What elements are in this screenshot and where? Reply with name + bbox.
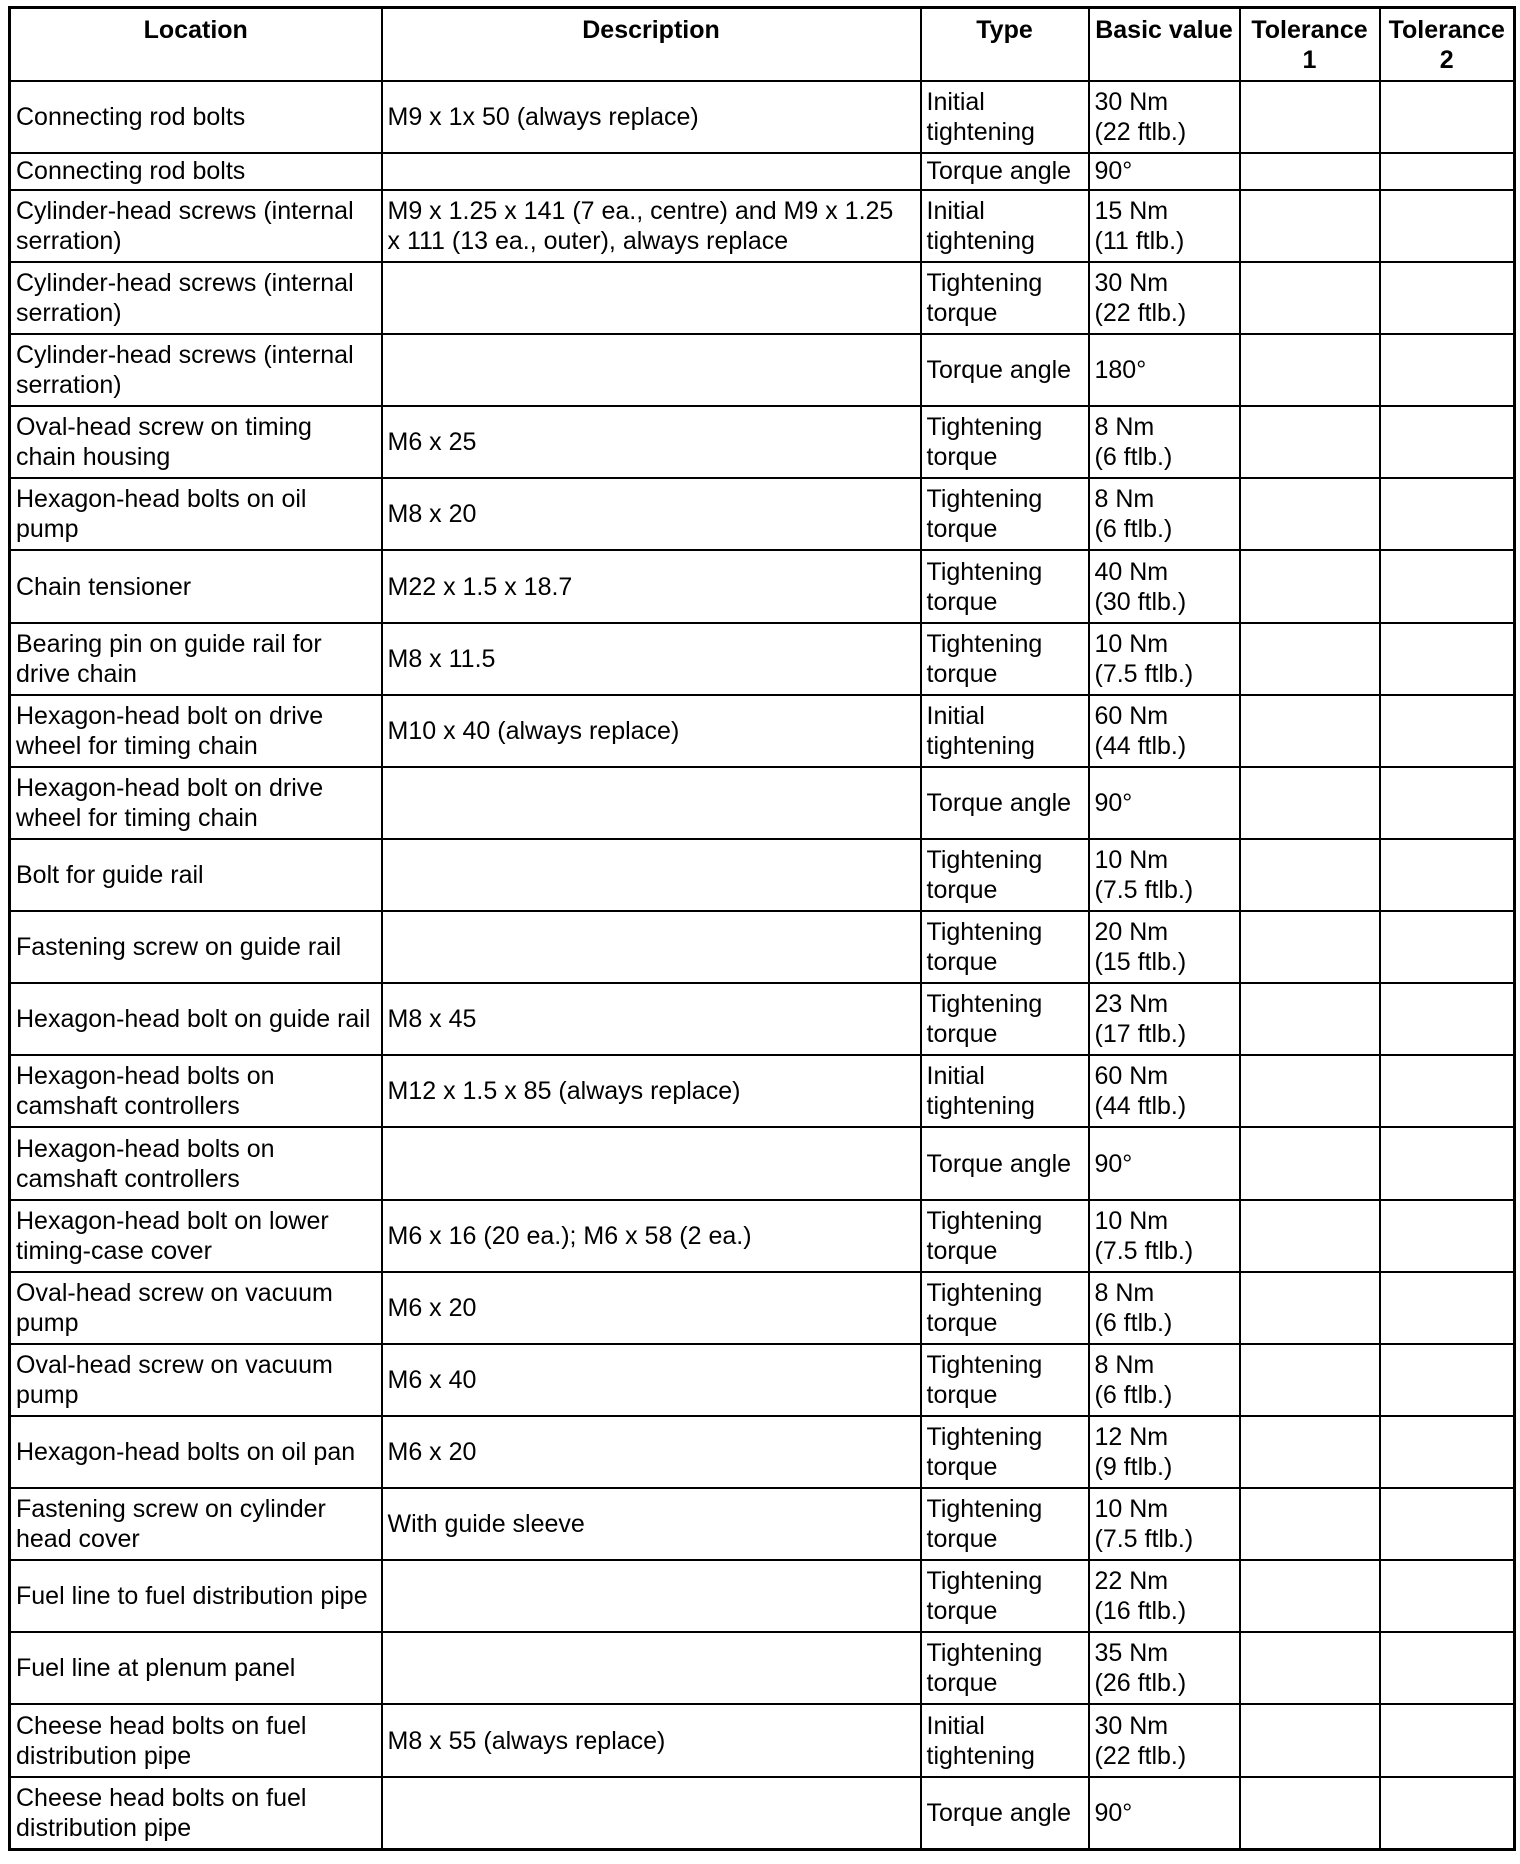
cell-description: M8 x 20	[382, 478, 921, 550]
cell-tolerance-2	[1380, 1344, 1515, 1416]
cell-basic-value: 10 Nm (7.5 ftlb.)	[1089, 1488, 1240, 1560]
cell-tolerance-1	[1240, 1416, 1380, 1488]
cell-type: Tightening torque	[921, 983, 1089, 1055]
table-row	[10, 1704, 1515, 1776]
cell-type: Torque angle	[921, 767, 1089, 839]
cell-description	[382, 262, 921, 334]
cell-location: Cylinder-head screws (internal serration)	[10, 334, 382, 406]
cell-description: M6 x 20	[382, 1272, 921, 1344]
cell-type: Tightening torque	[921, 550, 1089, 622]
cell-description: M8 x 11.5	[382, 623, 921, 695]
table-row	[10, 1055, 1515, 1127]
cell-tolerance-2	[1380, 1704, 1515, 1776]
cell-basic-value: 10 Nm (7.5 ftlb.)	[1089, 1200, 1240, 1272]
cell-tolerance-2	[1380, 334, 1515, 406]
cell-type: Tightening torque	[921, 1200, 1089, 1272]
cell-tolerance-1	[1240, 1055, 1380, 1127]
table-row	[10, 1127, 1515, 1199]
cell-location: Hexagon-head bolts on camshaft controllers	[10, 1127, 382, 1199]
cell-basic-value: 30 Nm (22 ftlb.)	[1089, 262, 1240, 334]
cell-location: Cheese head bolts on fuel distribution pipe	[10, 1777, 382, 1850]
header-location: Location	[10, 8, 382, 81]
cell-tolerance-1	[1240, 190, 1380, 262]
table-body	[10, 81, 1515, 1850]
cell-description	[382, 1127, 921, 1199]
cell-location: Bolt for guide rail	[10, 839, 382, 911]
cell-tolerance-1	[1240, 983, 1380, 1055]
cell-tolerance-2	[1380, 1632, 1515, 1704]
cell-description: M6 x 25	[382, 406, 921, 478]
cell-type: Initial tightening	[921, 1704, 1089, 1776]
cell-basic-value: 60 Nm (44 ftlb.)	[1089, 695, 1240, 767]
cell-description: M6 x 20	[382, 1416, 921, 1488]
cell-location: Hexagon-head bolts on camshaft controllers	[10, 1055, 382, 1127]
cell-location: Hexagon-head bolt on lower timing-case cover	[10, 1200, 382, 1272]
torque-spec-table	[8, 6, 1516, 1851]
cell-location: Cylinder-head screws (internal serration)	[10, 190, 382, 262]
table-row	[10, 81, 1515, 153]
cell-location: Cylinder-head screws (internal serration)	[10, 262, 382, 334]
cell-basic-value: 60 Nm (44 ftlb.)	[1089, 1055, 1240, 1127]
cell-description: With guide sleeve	[382, 1488, 921, 1560]
cell-basic-value: 10 Nm (7.5 ftlb.)	[1089, 623, 1240, 695]
cell-tolerance-2	[1380, 153, 1515, 190]
cell-description: M9 x 1x 50 (always replace)	[382, 81, 921, 153]
cell-basic-value: 90°	[1089, 1127, 1240, 1199]
cell-tolerance-2	[1380, 262, 1515, 334]
cell-basic-value: 8 Nm (6 ftlb.)	[1089, 1272, 1240, 1344]
cell-type: Tightening torque	[921, 262, 1089, 334]
cell-type: Torque angle	[921, 334, 1089, 406]
cell-location: Bearing pin on guide rail for drive chain	[10, 623, 382, 695]
cell-location: Fastening screw on guide rail	[10, 911, 382, 983]
table-row	[10, 262, 1515, 334]
cell-tolerance-1	[1240, 406, 1380, 478]
cell-tolerance-1	[1240, 1704, 1380, 1776]
cell-type: Tightening torque	[921, 911, 1089, 983]
cell-tolerance-2	[1380, 1272, 1515, 1344]
header-description: Description	[382, 8, 921, 81]
table-row	[10, 1777, 1515, 1850]
cell-type: Tightening torque	[921, 1632, 1089, 1704]
cell-location: Hexagon-head bolts on oil pump	[10, 478, 382, 550]
cell-tolerance-2	[1380, 550, 1515, 622]
cell-basic-value: 8 Nm (6 ftlb.)	[1089, 1344, 1240, 1416]
cell-tolerance-2	[1380, 478, 1515, 550]
cell-type: Initial tightening	[921, 1055, 1089, 1127]
cell-basic-value: 20 Nm (15 ftlb.)	[1089, 911, 1240, 983]
table-row	[10, 623, 1515, 695]
cell-tolerance-2	[1380, 81, 1515, 153]
cell-tolerance-2	[1380, 767, 1515, 839]
cell-tolerance-2	[1380, 1416, 1515, 1488]
cell-description	[382, 911, 921, 983]
table-row	[10, 153, 1515, 190]
cell-tolerance-1	[1240, 153, 1380, 190]
table-row	[10, 983, 1515, 1055]
cell-basic-value: 10 Nm (7.5 ftlb.)	[1089, 839, 1240, 911]
cell-type: Tightening torque	[921, 1416, 1089, 1488]
cell-basic-value: 40 Nm (30 ftlb.)	[1089, 550, 1240, 622]
cell-location: Oval-head screw on timing chain housing	[10, 406, 382, 478]
cell-location: Hexagon-head bolt on drive wheel for timing chain	[10, 767, 382, 839]
cell-type: Tightening torque	[921, 839, 1089, 911]
cell-location: Hexagon-head bolt on guide rail	[10, 983, 382, 1055]
table-row	[10, 190, 1515, 262]
cell-basic-value: 8 Nm (6 ftlb.)	[1089, 478, 1240, 550]
cell-basic-value: 90°	[1089, 1777, 1240, 1850]
cell-tolerance-1	[1240, 623, 1380, 695]
header-basic-value: Basic value	[1089, 8, 1240, 81]
cell-basic-value: 22 Nm (16 ftlb.)	[1089, 1560, 1240, 1632]
cell-tolerance-1	[1240, 1200, 1380, 1272]
cell-tolerance-1	[1240, 1272, 1380, 1344]
cell-description: M22 x 1.5 x 18.7	[382, 550, 921, 622]
cell-description: M8 x 45	[382, 983, 921, 1055]
table-header-row	[10, 8, 1515, 81]
cell-type: Tightening torque	[921, 1560, 1089, 1632]
cell-location: Chain tensioner	[10, 550, 382, 622]
cell-tolerance-1	[1240, 550, 1380, 622]
table-row	[10, 478, 1515, 550]
cell-tolerance-1	[1240, 1127, 1380, 1199]
cell-location: Hexagon-head bolt on drive wheel for timing chain	[10, 695, 382, 767]
cell-basic-value: 35 Nm (26 ftlb.)	[1089, 1632, 1240, 1704]
cell-tolerance-1	[1240, 767, 1380, 839]
cell-description: M9 x 1.25 x 141 (7 ea., centre) and M9 x 1.25 x 111 (13 ea., outer), always replace	[382, 190, 921, 262]
cell-basic-value: 15 Nm (11 ftlb.)	[1089, 190, 1240, 262]
cell-description: M12 x 1.5 x 85 (always replace)	[382, 1055, 921, 1127]
cell-tolerance-2	[1380, 190, 1515, 262]
cell-type: Tightening torque	[921, 478, 1089, 550]
cell-description	[382, 153, 921, 190]
cell-basic-value: 90°	[1089, 153, 1240, 190]
cell-tolerance-1	[1240, 911, 1380, 983]
table-row	[10, 1200, 1515, 1272]
cell-tolerance-1	[1240, 81, 1380, 153]
cell-tolerance-1	[1240, 1344, 1380, 1416]
cell-type: Tightening torque	[921, 1488, 1089, 1560]
header-tolerance-1: Tolerance 1	[1240, 8, 1380, 81]
cell-location: Fuel line at plenum panel	[10, 1632, 382, 1704]
cell-basic-value: 90°	[1089, 767, 1240, 839]
cell-tolerance-2	[1380, 695, 1515, 767]
cell-location: Fastening screw on cylinder head cover	[10, 1488, 382, 1560]
table-row	[10, 1272, 1515, 1344]
cell-tolerance-2	[1380, 1560, 1515, 1632]
cell-type: Tightening torque	[921, 1344, 1089, 1416]
cell-basic-value: 30 Nm (22 ftlb.)	[1089, 1704, 1240, 1776]
cell-description	[382, 767, 921, 839]
cell-tolerance-1	[1240, 1488, 1380, 1560]
cell-tolerance-2	[1380, 1488, 1515, 1560]
cell-type: Tightening torque	[921, 623, 1089, 695]
cell-basic-value: 30 Nm (22 ftlb.)	[1089, 81, 1240, 153]
cell-location: Oval-head screw on vacuum pump	[10, 1272, 382, 1344]
cell-type: Tightening torque	[921, 406, 1089, 478]
table-row	[10, 1488, 1515, 1560]
cell-description	[382, 1560, 921, 1632]
cell-tolerance-1	[1240, 334, 1380, 406]
cell-type: Tightening torque	[921, 1272, 1089, 1344]
cell-location: Cheese head bolts on fuel distribution pipe	[10, 1704, 382, 1776]
cell-tolerance-2	[1380, 1127, 1515, 1199]
cell-tolerance-1	[1240, 478, 1380, 550]
cell-type: Torque angle	[921, 1777, 1089, 1850]
table-row	[10, 767, 1515, 839]
cell-tolerance-1	[1240, 839, 1380, 911]
cell-description: M10 x 40 (always replace)	[382, 695, 921, 767]
table-row	[10, 334, 1515, 406]
cell-tolerance-1	[1240, 1632, 1380, 1704]
cell-basic-value: 8 Nm (6 ftlb.)	[1089, 406, 1240, 478]
cell-location: Connecting rod bolts	[10, 81, 382, 153]
cell-description: M8 x 55 (always replace)	[382, 1704, 921, 1776]
cell-description	[382, 1777, 921, 1850]
table-row	[10, 1416, 1515, 1488]
cell-type: Torque angle	[921, 1127, 1089, 1199]
cell-tolerance-1	[1240, 1560, 1380, 1632]
cell-location: Connecting rod bolts	[10, 153, 382, 190]
table-row	[10, 550, 1515, 622]
cell-tolerance-1	[1240, 695, 1380, 767]
cell-location: Oval-head screw on vacuum pump	[10, 1344, 382, 1416]
cell-tolerance-1	[1240, 262, 1380, 334]
table-row	[10, 695, 1515, 767]
cell-tolerance-2	[1380, 911, 1515, 983]
cell-basic-value: 23 Nm (17 ftlb.)	[1089, 983, 1240, 1055]
cell-basic-value: 12 Nm (9 ftlb.)	[1089, 1416, 1240, 1488]
table-row	[10, 406, 1515, 478]
cell-tolerance-2	[1380, 406, 1515, 478]
cell-description: M6 x 40	[382, 1344, 921, 1416]
cell-tolerance-2	[1380, 1200, 1515, 1272]
cell-tolerance-2	[1380, 1777, 1515, 1850]
cell-type: Initial tightening	[921, 81, 1089, 153]
cell-description	[382, 334, 921, 406]
table-row	[10, 1344, 1515, 1416]
table-row	[10, 1632, 1515, 1704]
cell-location: Fuel line to fuel distribution pipe	[10, 1560, 382, 1632]
header-tolerance-2: Tolerance 2	[1380, 8, 1515, 81]
header-type: Type	[921, 8, 1089, 81]
cell-description	[382, 1632, 921, 1704]
cell-type: Initial tightening	[921, 190, 1089, 262]
cell-tolerance-2	[1380, 623, 1515, 695]
cell-tolerance-2	[1380, 839, 1515, 911]
cell-type: Torque angle	[921, 153, 1089, 190]
cell-tolerance-1	[1240, 1777, 1380, 1850]
table-row	[10, 1560, 1515, 1632]
table-row	[10, 839, 1515, 911]
cell-type: Initial tightening	[921, 695, 1089, 767]
cell-basic-value: 180°	[1089, 334, 1240, 406]
cell-tolerance-2	[1380, 1055, 1515, 1127]
cell-description	[382, 839, 921, 911]
table-row	[10, 911, 1515, 983]
cell-tolerance-2	[1380, 983, 1515, 1055]
cell-description: M6 x 16 (20 ea.); M6 x 58 (2 ea.)	[382, 1200, 921, 1272]
cell-location: Hexagon-head bolts on oil pan	[10, 1416, 382, 1488]
